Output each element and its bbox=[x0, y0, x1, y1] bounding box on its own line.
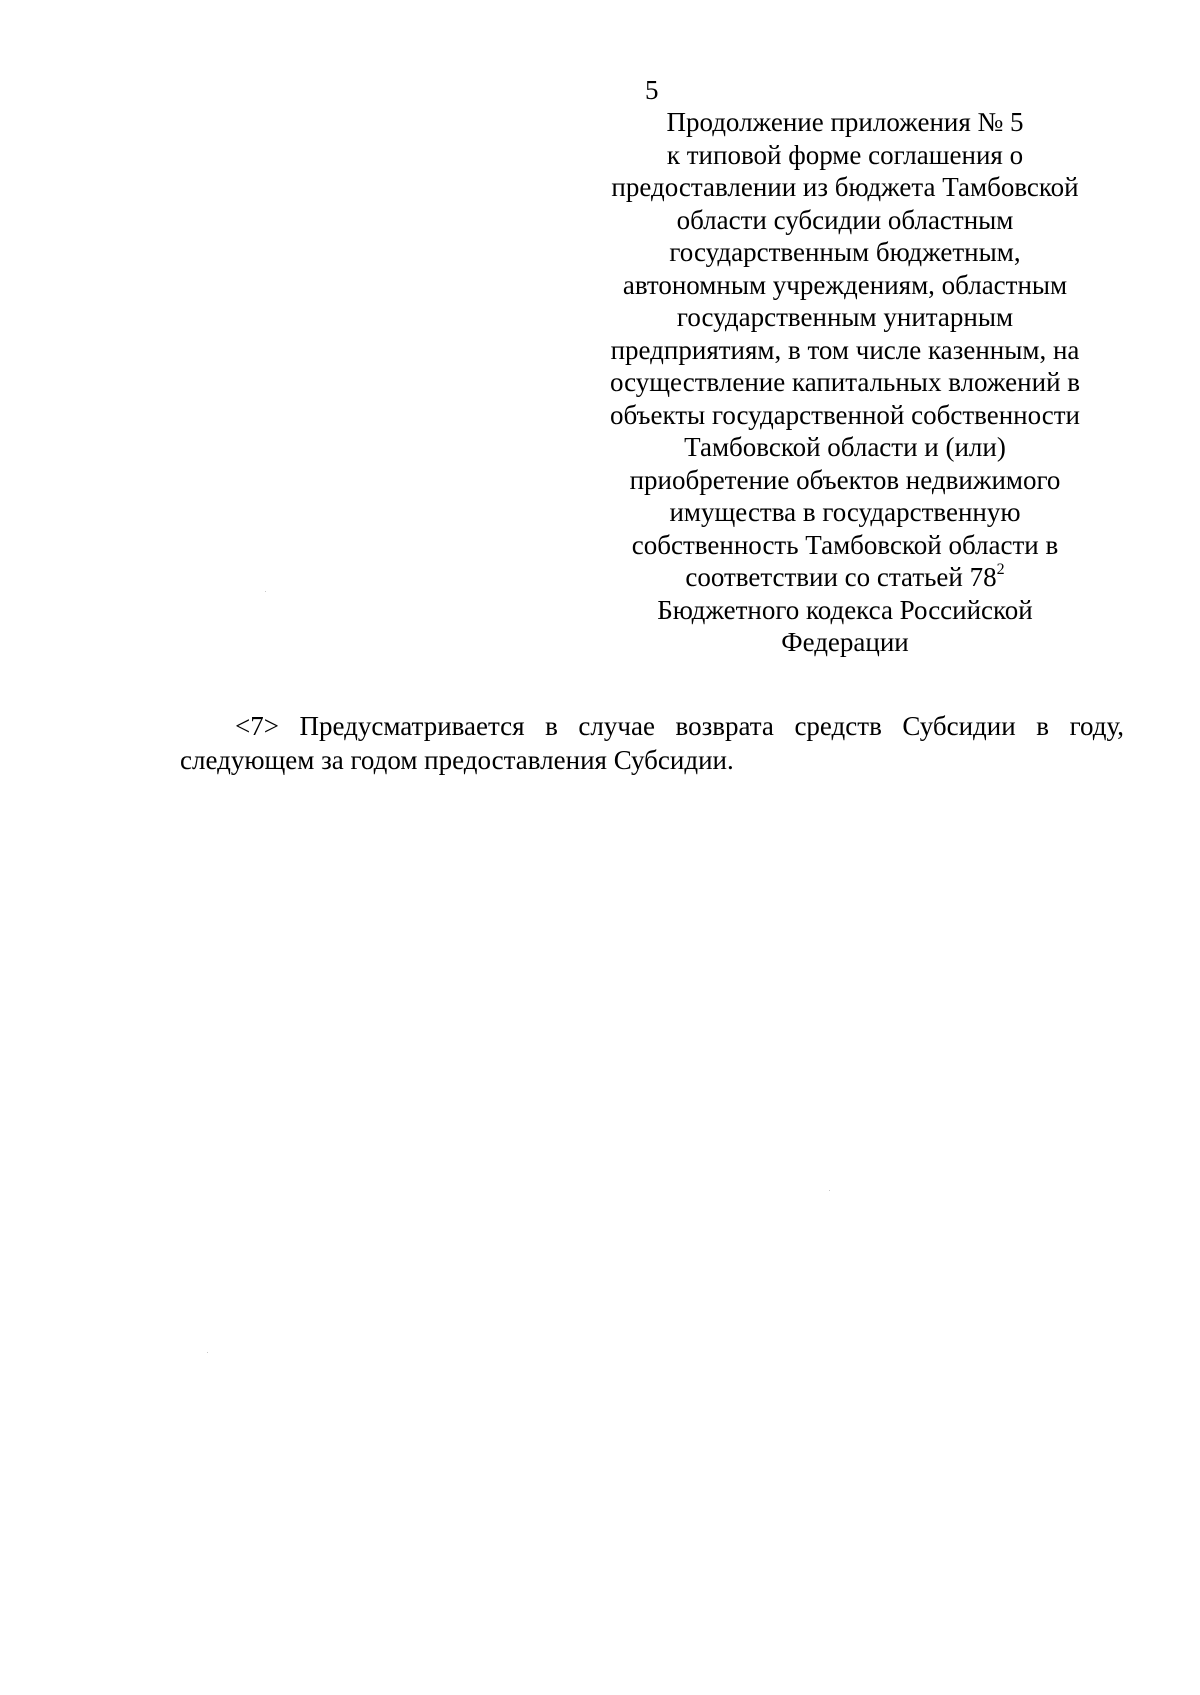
appendix-line: предприятиям, в том числе казенным, на bbox=[610, 334, 1080, 365]
page-number: 5 bbox=[645, 75, 659, 105]
appendix-line: приобретение объектов недвижимого bbox=[629, 464, 1061, 495]
footnote-line: следующем за годом предоставления Субсидии. bbox=[180, 745, 734, 775]
footnote-7 bbox=[180, 709, 1124, 777]
appendix-line: Бюджетного кодекса Российской bbox=[657, 594, 1033, 625]
appendix-line: осуществление капитальных вложений в bbox=[609, 367, 1081, 397]
appendix-line: к типовой форме соглашения о bbox=[666, 139, 1024, 170]
appendix-line: государственным бюджетным, bbox=[669, 237, 1021, 267]
scan-speck bbox=[265, 591, 266, 592]
appendix-line: объекты государственной собственности bbox=[609, 399, 1081, 430]
article-reference: соответствии со статьей 78 bbox=[685, 562, 997, 592]
appendix-line: Федерации bbox=[781, 627, 909, 657]
appendix-line: автономным учреждениям, областным bbox=[622, 269, 1068, 300]
article-superscript: 2 bbox=[996, 561, 1005, 578]
appendix-heading bbox=[595, 106, 1095, 659]
appendix-article-line bbox=[595, 561, 1095, 594]
footnote-line: <7> Предусматривается в случае возврата средств Субсидии в году, bbox=[235, 711, 1124, 741]
appendix-line: имущества в государственную bbox=[669, 497, 1021, 527]
appendix-line: Продолжение приложения № 5 bbox=[666, 107, 1024, 137]
scan-speck bbox=[207, 1352, 208, 1353]
appendix-line: области субсидии областным bbox=[676, 204, 1014, 235]
scan-speck bbox=[829, 1190, 830, 1191]
appendix-line: Тамбовской области и (или) bbox=[684, 432, 1006, 462]
appendix-line: собственность Тамбовской области в bbox=[631, 529, 1059, 560]
appendix-line: предоставлении из бюджета Тамбовской bbox=[611, 172, 1079, 202]
appendix-line: государственным унитарным bbox=[676, 302, 1014, 332]
